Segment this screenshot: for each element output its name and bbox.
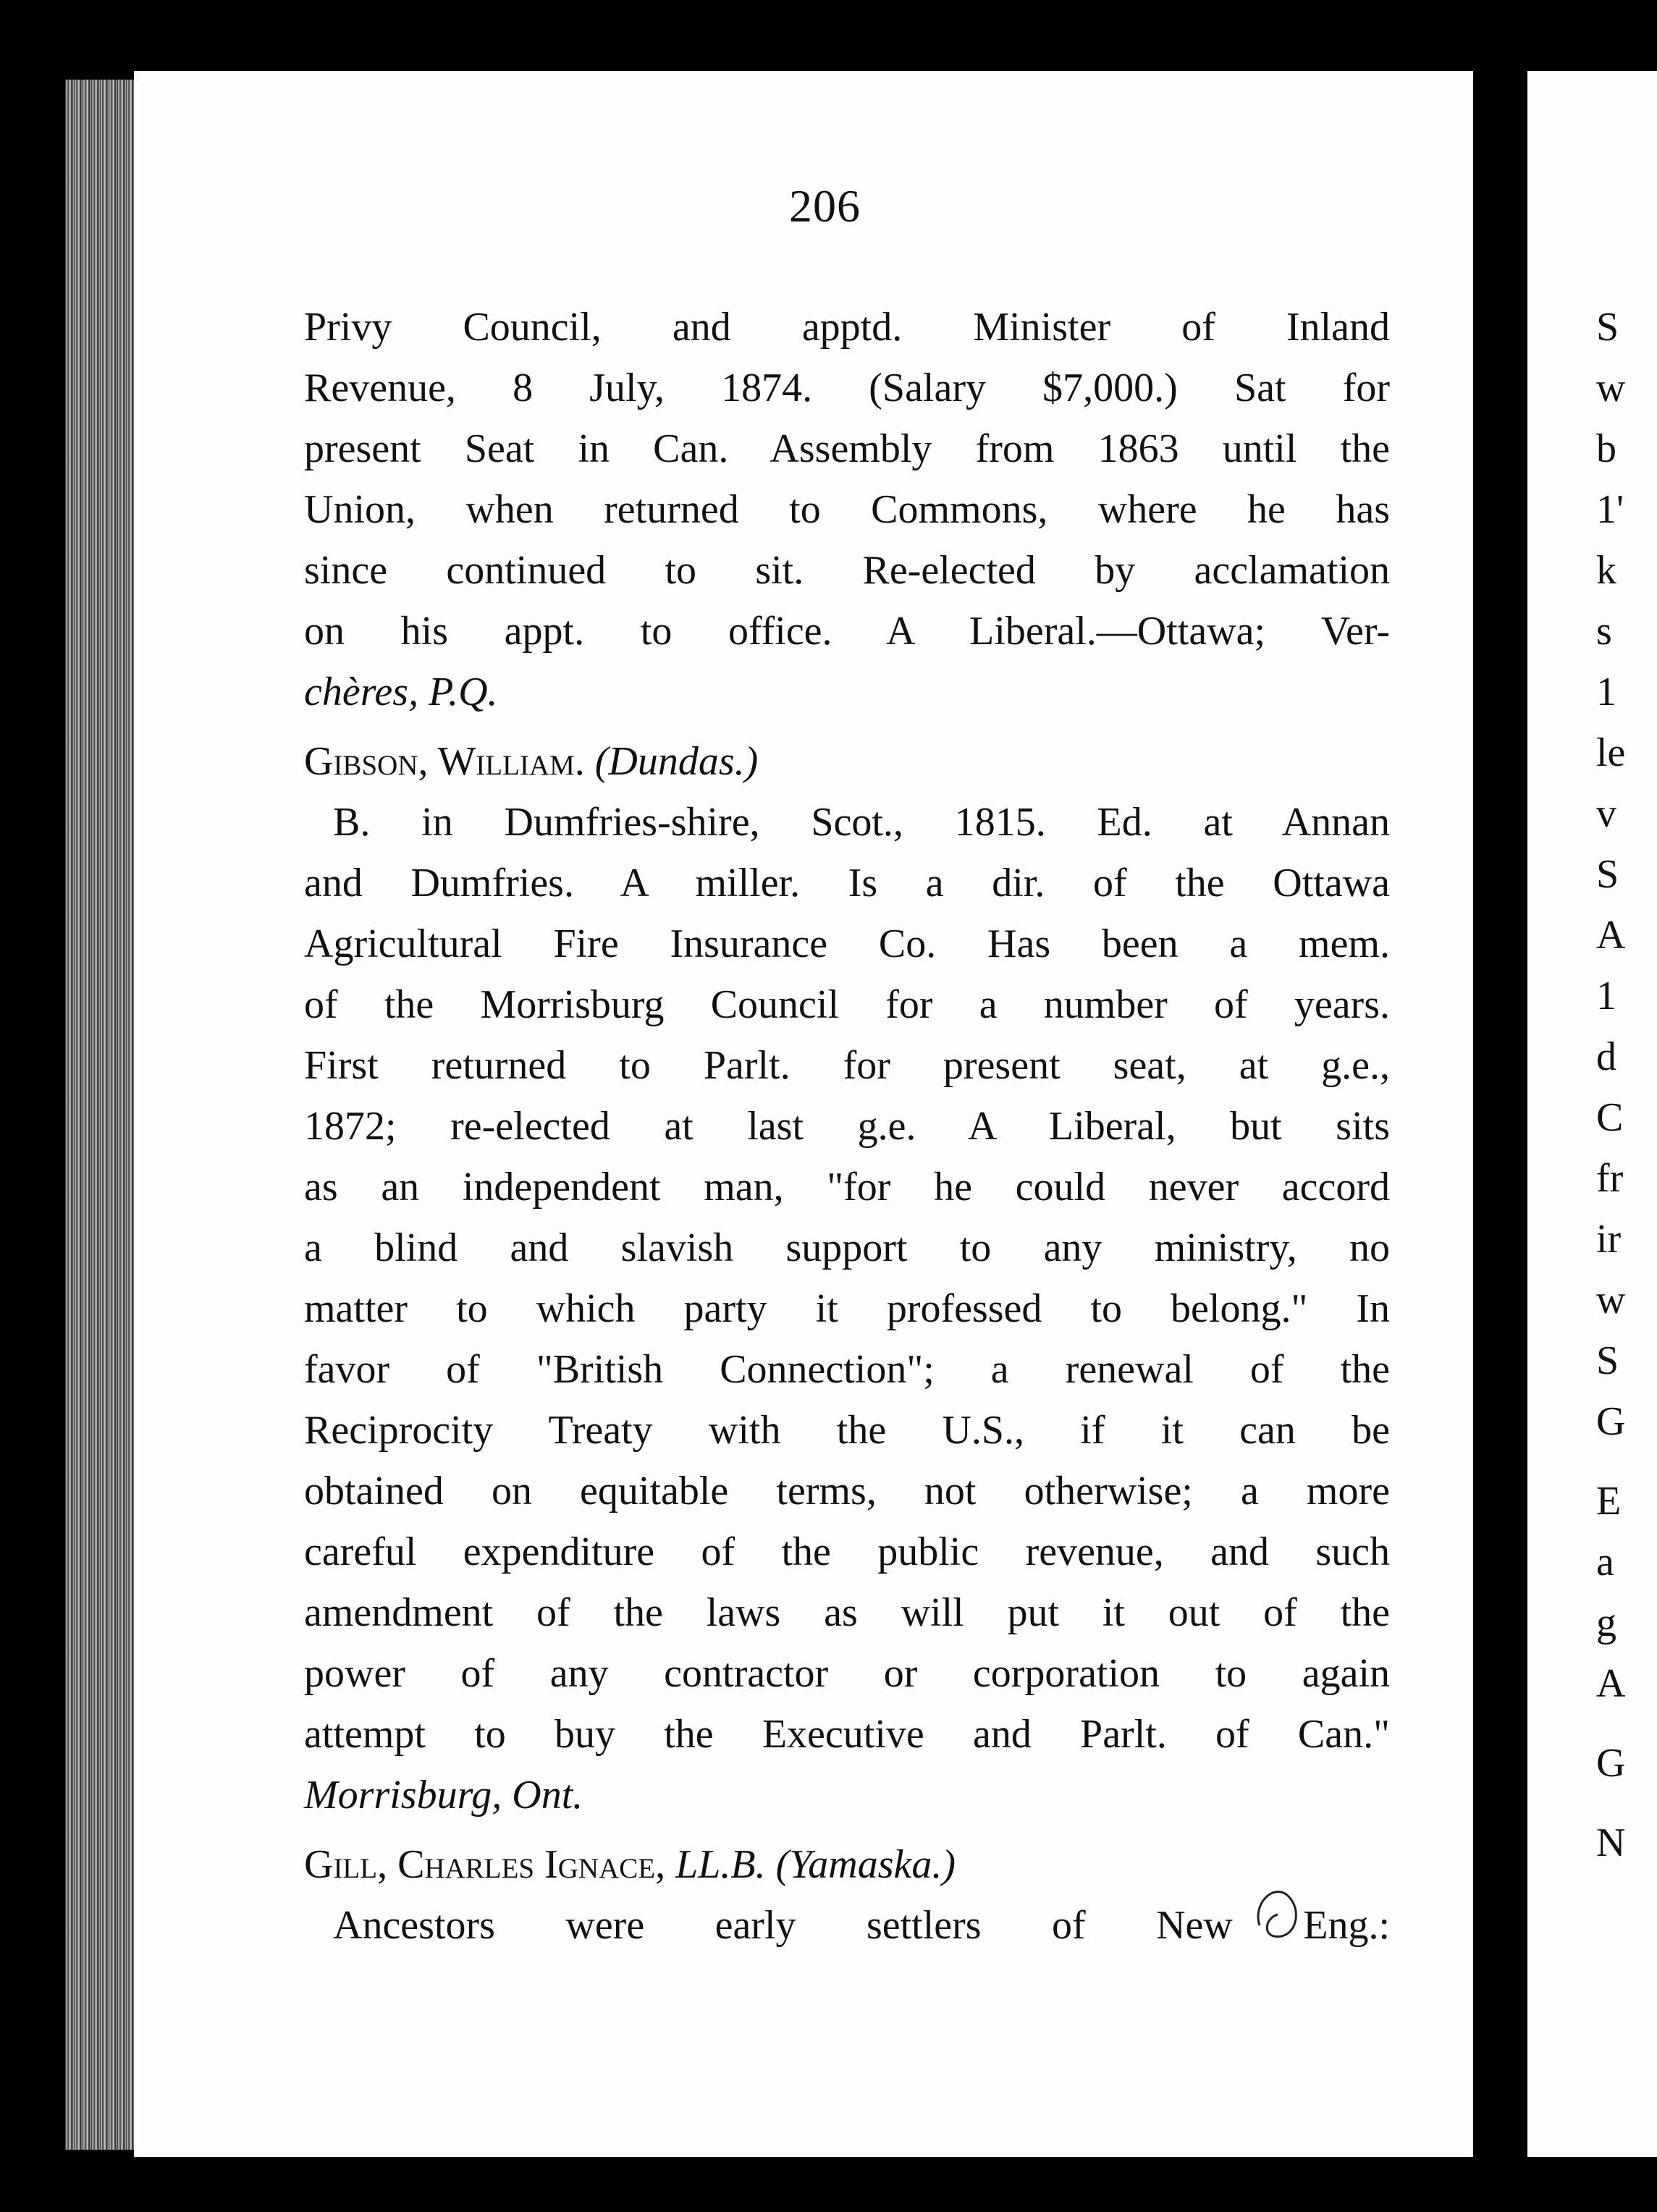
book-gutter xyxy=(1473,71,1527,2157)
fragment: w xyxy=(1596,1278,1626,1322)
fragment: E xyxy=(1596,1479,1622,1524)
fragment: v xyxy=(1596,791,1616,836)
fragment: G xyxy=(1596,1741,1626,1786)
fragment: A xyxy=(1596,1661,1626,1706)
text-line-residence: Morrisburg, Ont. xyxy=(304,1773,583,1818)
text-line: Agricultural Fire Insurance Co. Has been a mem. xyxy=(304,921,1390,966)
text-line: of the Morrisburg Council for a number of years. xyxy=(304,982,1390,1027)
text-line: as an independent man, "for he could never accord xyxy=(304,1165,1390,1210)
entry-heading-gibson xyxy=(304,731,1390,792)
text-line: obtained on equitable terms, not otherwise; a more xyxy=(304,1469,1390,1514)
fragment: G xyxy=(1596,1399,1626,1444)
fragment: g xyxy=(1596,1600,1616,1645)
text-line: First returned to Parlt. for present seat, at g.e., xyxy=(304,1043,1390,1088)
text-line: matter to which party it professed to belong." In xyxy=(304,1286,1390,1331)
text-line: Reciprocity Treaty with the U.S., if it can be xyxy=(304,1408,1390,1453)
entry-heading-gill xyxy=(304,1834,1390,1895)
fragment: s xyxy=(1596,609,1612,654)
fragment: k xyxy=(1596,548,1616,593)
fragment: 1 xyxy=(1596,974,1616,1018)
fragment: b xyxy=(1596,426,1616,471)
text-line: present Seat in Can. Assembly from 1863 until the xyxy=(304,426,1390,471)
text-line: Revenue, 8 July, 1874. (Salary $7,000.) Sat for xyxy=(304,366,1390,410)
right-page-fragments xyxy=(1596,297,1657,1873)
text-line: Ancestors were early settlers of New Eng.: xyxy=(333,1903,1390,1948)
text-line: power of any contractor or corporation to again xyxy=(304,1651,1390,1696)
fragment: C xyxy=(1596,1095,1624,1140)
text-line: and Dumfries. A miller. Is a dir. of the Ottawa xyxy=(304,861,1390,906)
fragment: ir xyxy=(1596,1217,1622,1262)
entry-name: Gibson, William. xyxy=(304,739,585,784)
text-line: Union, when returned to Commons, where he has xyxy=(304,487,1390,532)
fragment: S xyxy=(1596,305,1619,350)
text-line: favor of "British Connection"; a renewal of the xyxy=(304,1347,1390,1392)
fragment: a xyxy=(1596,1540,1614,1584)
page-number: 206 xyxy=(789,180,861,232)
text-line: since continued to sit. Re-elected by acclamation xyxy=(304,548,1390,593)
fragment: S xyxy=(1596,1338,1619,1383)
entry-riding: (Dundas.) xyxy=(594,739,759,784)
text-line: attempt to buy the Executive and Parlt. of Can." xyxy=(304,1712,1390,1757)
handwritten-scribble xyxy=(1245,1867,1325,1954)
fragment: A xyxy=(1596,913,1626,958)
text-line: Privy Council, and apptd. Minister of Inland xyxy=(304,305,1390,350)
fragment: w xyxy=(1596,366,1626,410)
text-line: on his appt. to office. A Liberal.—Ottawa; Ver- xyxy=(304,609,1390,654)
text-line: careful expenditure of the public revenue, and such xyxy=(304,1529,1390,1574)
fragment: le xyxy=(1596,730,1626,775)
fragment: d xyxy=(1596,1034,1616,1079)
fragment: 1' xyxy=(1596,487,1624,532)
entry-riding: (Yamaska.) xyxy=(775,1842,956,1887)
entry-degree: LL.B. xyxy=(675,1842,766,1887)
text-line: amendment of the laws as will put it out of the xyxy=(304,1590,1390,1635)
entry-name: Gill, Charles Ignace, xyxy=(304,1842,666,1887)
text-line: B. in Dumfries-shire, Scot., 1815. Ed. at Annan xyxy=(333,800,1390,845)
text-line: 1872; re-elected at last g.e. A Liberal, but sits xyxy=(304,1104,1390,1149)
fragment: S xyxy=(1596,852,1619,897)
text-line-residence: chères, P.Q. xyxy=(304,670,498,714)
main-text-block xyxy=(304,297,1390,1956)
fragment: 1 xyxy=(1596,670,1616,714)
text-line: a blind and slavish support to any ministry, no xyxy=(304,1225,1390,1270)
fragment: N xyxy=(1596,1820,1626,1865)
fragment: fr xyxy=(1596,1156,1624,1201)
